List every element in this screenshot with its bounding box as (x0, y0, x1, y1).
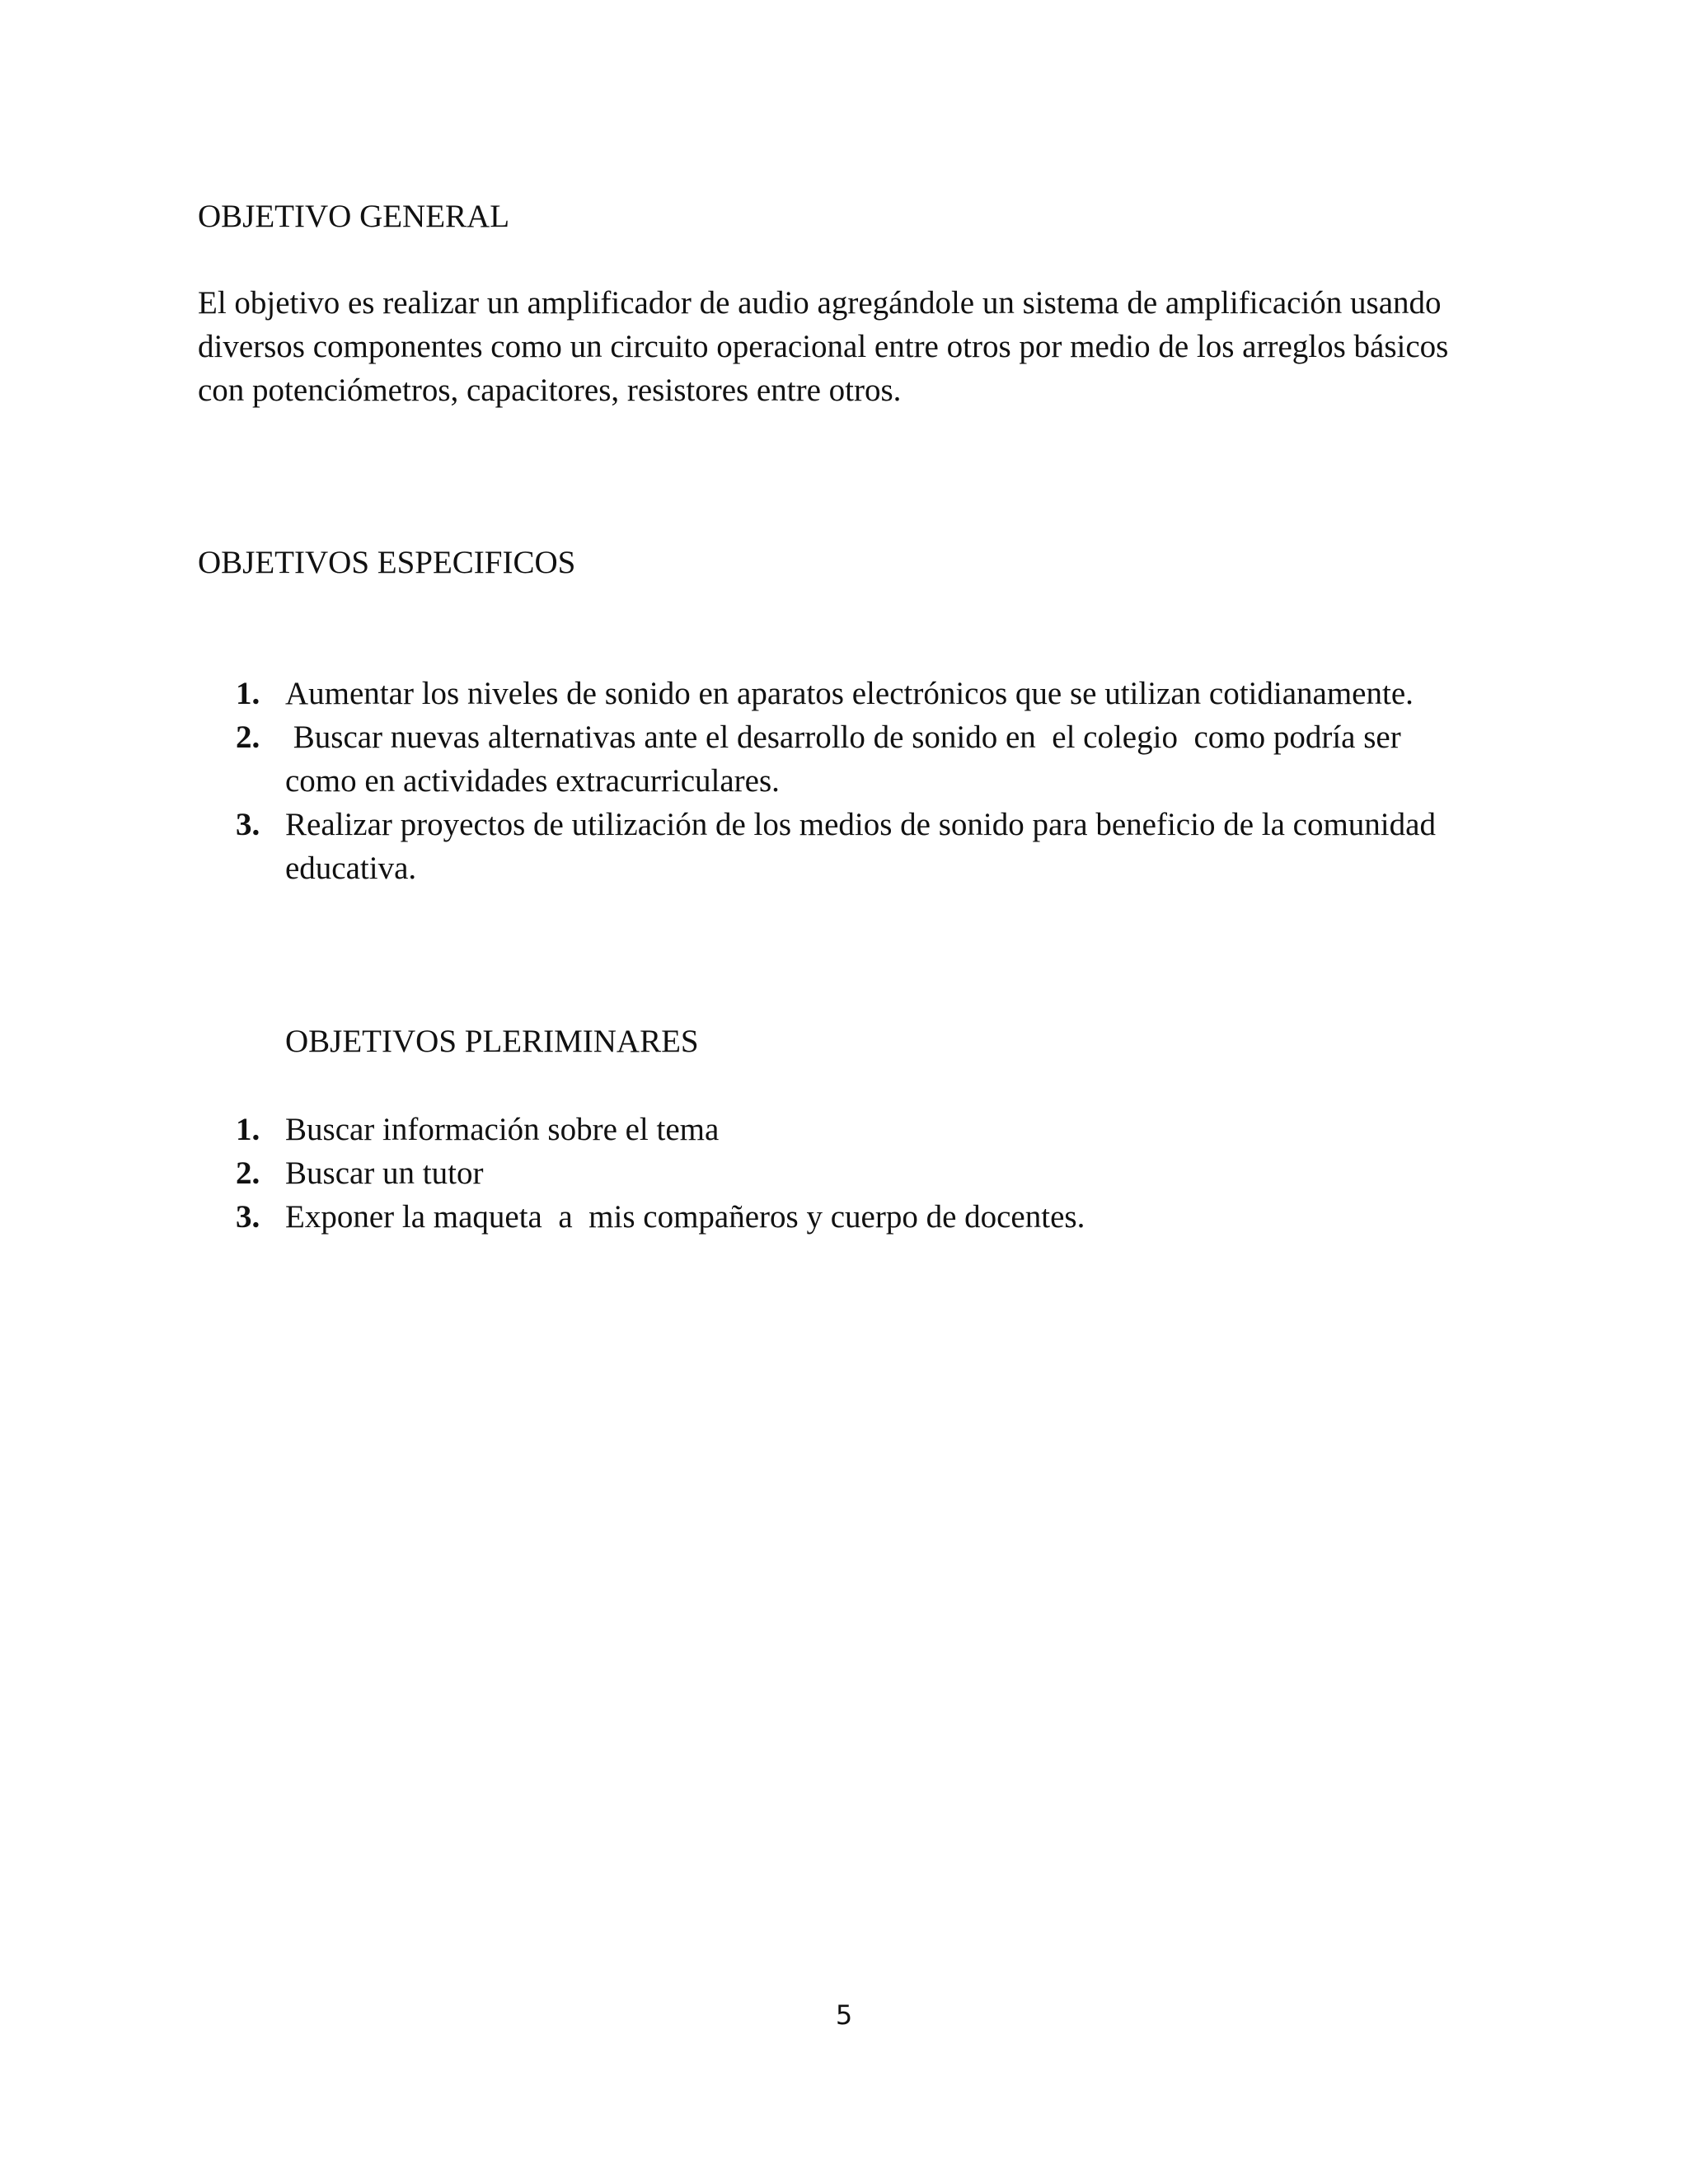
list-item-number: 3. (236, 1199, 260, 1235)
list-item-line: Buscar un tutor (285, 1155, 484, 1191)
list-item (0, 672, 1688, 715)
list-item-text (285, 1195, 1688, 1239)
general-objective-heading: OBJETIVO GENERAL (198, 199, 510, 234)
list-item-line: educativa. (285, 851, 417, 886)
specific-objectives-list (0, 672, 1688, 890)
list-item-number: 3. (236, 807, 260, 842)
general-objective-paragraph (198, 281, 1448, 412)
page-number: 5 (835, 1999, 853, 2031)
paragraph-line: El objetivo es realizar un amplificador de audio agregándole un sistema de amplificación usando (198, 285, 1442, 321)
list-item-number: 2. (236, 719, 260, 755)
list-item-text (285, 715, 1688, 803)
list-item-line: Realizar proyectos de utilización de los medios de sonido para beneficio de la comunidad (285, 807, 1436, 842)
list-item (0, 1108, 1688, 1151)
paragraph-line: con potenciómetros, capacitores, resistores entre otros. (198, 373, 902, 408)
list-item-text (285, 672, 1688, 715)
list-item-text (285, 1108, 1688, 1151)
list-item-number: 1. (236, 1112, 260, 1147)
list-item (0, 803, 1688, 890)
preliminary-objectives-heading: OBJETIVOS PLERIMINARES (285, 1024, 699, 1059)
list-item-line: Buscar nuevas alternativas ante el desarrollo de sonido en el colegio como podría ser (285, 719, 1401, 755)
preliminary-objectives-list (0, 1108, 1688, 1239)
list-item (0, 1151, 1688, 1195)
list-item-line: como en actividades extracurriculares. (285, 763, 780, 799)
list-item-line: Aumentar los niveles de sonido en aparatos electrónicos que se utilizan cotidianamente. (285, 676, 1414, 711)
paragraph-line: diversos componentes como un circuito operacional entre otros por medio de los arreglos básicos (198, 329, 1449, 364)
specific-objectives-heading: OBJETIVOS ESPECIFICOS (198, 545, 576, 580)
list-item (0, 1195, 1688, 1239)
list-item-line: Exponer la maqueta a mis compañeros y cuerpo de docentes. (285, 1199, 1085, 1235)
list-item (0, 715, 1688, 803)
list-item-number: 2. (236, 1155, 260, 1191)
list-item-line: Buscar información sobre el tema (285, 1112, 720, 1147)
list-item-number: 1. (236, 676, 260, 711)
list-item-text (285, 1151, 1688, 1195)
list-item-text (285, 803, 1688, 890)
